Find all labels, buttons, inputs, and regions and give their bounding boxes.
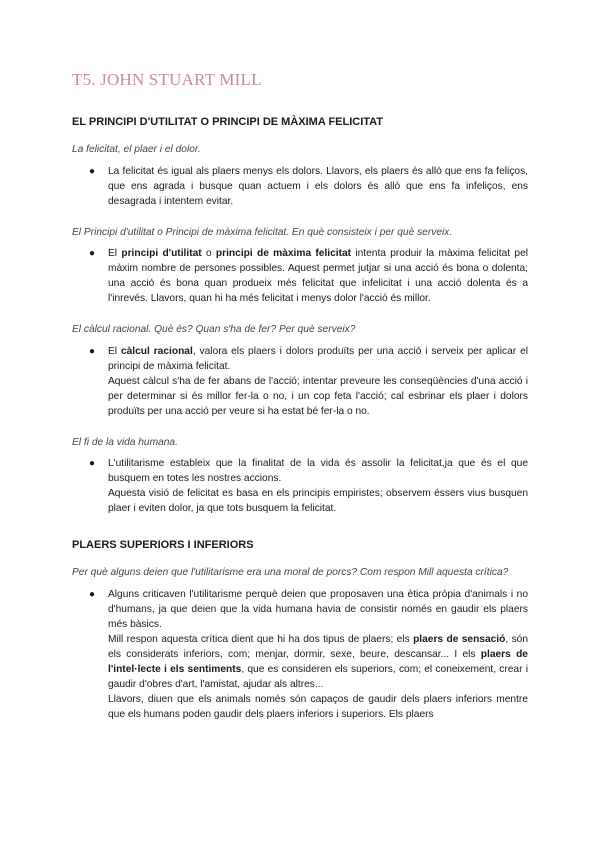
question-heading: Per què alguns deien que l'utilitarisme era una moral de porcs? Com respon Mill aquesta crítica? (72, 567, 509, 578)
page-title: T5. JOHN STUART MILL (72, 70, 262, 89)
bold-term: plaers de l'intel·lecte i els sentiments (108, 648, 528, 675)
bullet-icon: ● (89, 165, 96, 177)
text-run: Aquesta visió de felicitat es basa en els principis empiristes; observem éssers vius busquen plaer i eviten dolor, ja que tots busquem la felicitat. (108, 488, 528, 514)
text-run: , valora els plaers i dolors produïts per una acció i serveix per aplicar el principi de màxima felicitat. (108, 345, 529, 372)
text-run: Llavors, diuen que els animals només són capaços de gaudir dels plaers inferiors mentre que els humans poden gaudir dels plaers inferiors i superiors. Els plaers (108, 693, 528, 720)
bullet-icon: ● (89, 248, 96, 259)
bullet-item (72, 344, 528, 419)
bold-term: plaers de sensació (413, 633, 506, 645)
text-run: El (108, 248, 122, 259)
text-run: , són els considerats inferiors, com; menjar, dormir, sexe, beure, descansar... I els (108, 633, 528, 660)
answer-paragraph (108, 692, 528, 722)
bullet-item (72, 246, 528, 306)
text-run: Aquest càlcul s'ha de fer abans de l'acció; intentar preveure les conseqüències d'una acció i per determinar si és millor fer-la o no, i un cop feta l'acció; cal esbrinar els plaer i dolors produïts per una acció per veure si ha estat bé fer-la o no. (108, 375, 528, 417)
answer-paragraph (108, 587, 528, 632)
section-heading: EL PRINCIPI D'UTILITAT O PRINCIPI DE MÀXIMA FELICITAT (72, 116, 384, 128)
bullet-item (72, 164, 528, 209)
question-heading: La felicitat, el plaer i el dolor. (72, 144, 201, 155)
bullet-icon: ● (89, 588, 96, 600)
answer-paragraph (108, 374, 528, 419)
text-run: Mill respon aquesta crítica dient que hi ha dos tipus de plaers; els (108, 633, 414, 645)
text-run: o (201, 248, 216, 259)
text-run: , que es consideren els superiors, com; el coneixement, crear i gaudir d'obres d'art, l'amistat, ajudar als altres... (108, 663, 528, 690)
text-run: Alguns criticaven l'utilitarisme perquè deien que proposaven una ètica pròpia d'animals i no d'humans, ja que deien que la vida humana havia de consistir només en gaudir els plaers més bàsics. (108, 588, 528, 630)
bold-term: principi d'utilitat (121, 248, 202, 259)
answer-paragraph (108, 486, 528, 516)
bullet-item (72, 587, 528, 722)
answer-paragraph (108, 344, 528, 374)
bold-term: càlcul racional (120, 345, 193, 357)
bullet-icon: ● (89, 458, 96, 469)
question-heading: El càlcul racional. Què és? Quan s'ha de fer? Per què serveix? (72, 324, 356, 335)
answer-paragraph (108, 164, 528, 209)
question-heading: El fi de la vida humana. (72, 436, 178, 448)
answer-paragraph (108, 632, 528, 692)
document-page (72, 70, 528, 739)
text-run: L'utilitarisme estableix que la finalitat de la vida és assolir la felicitat,ja que és el que busquem en totes les nostres accions. (108, 458, 528, 484)
bold-term: principi de màxima felicitat (215, 248, 352, 259)
question-heading: El Principi d'utilitat o Principi de màxima felicitat. En què consisteix i per què serveix. (72, 226, 453, 238)
answer-paragraph (108, 456, 528, 486)
answer-paragraph (108, 246, 528, 306)
bullet-item (72, 456, 528, 516)
text-run: La felicitat és igual als plaers menys els dolors. Llavors, els plaers és allò que ens fa feliços, que ens agrada i busque quan actuem i els dolors és allò que ens fa infeliços, ens desagrada i intentem evitar. (108, 165, 528, 207)
text-run: intenta produir la màxima felicitat pel màxim nombre de persones possibles. Aquest permet jutjar si una acció és bona o dolenta; una acció és bona quan produeix més felicitat que infelicitat i una acció dolenta és a l'inrevés. Llavors, quan hi ha més felicitat i menys dolor l'acció és millor. (108, 248, 529, 304)
bullet-icon: ● (89, 345, 96, 357)
section-heading: PLAERS SUPERIORS I INFERIORS (72, 539, 254, 551)
document-body (72, 116, 528, 722)
text-run: El (108, 345, 121, 357)
